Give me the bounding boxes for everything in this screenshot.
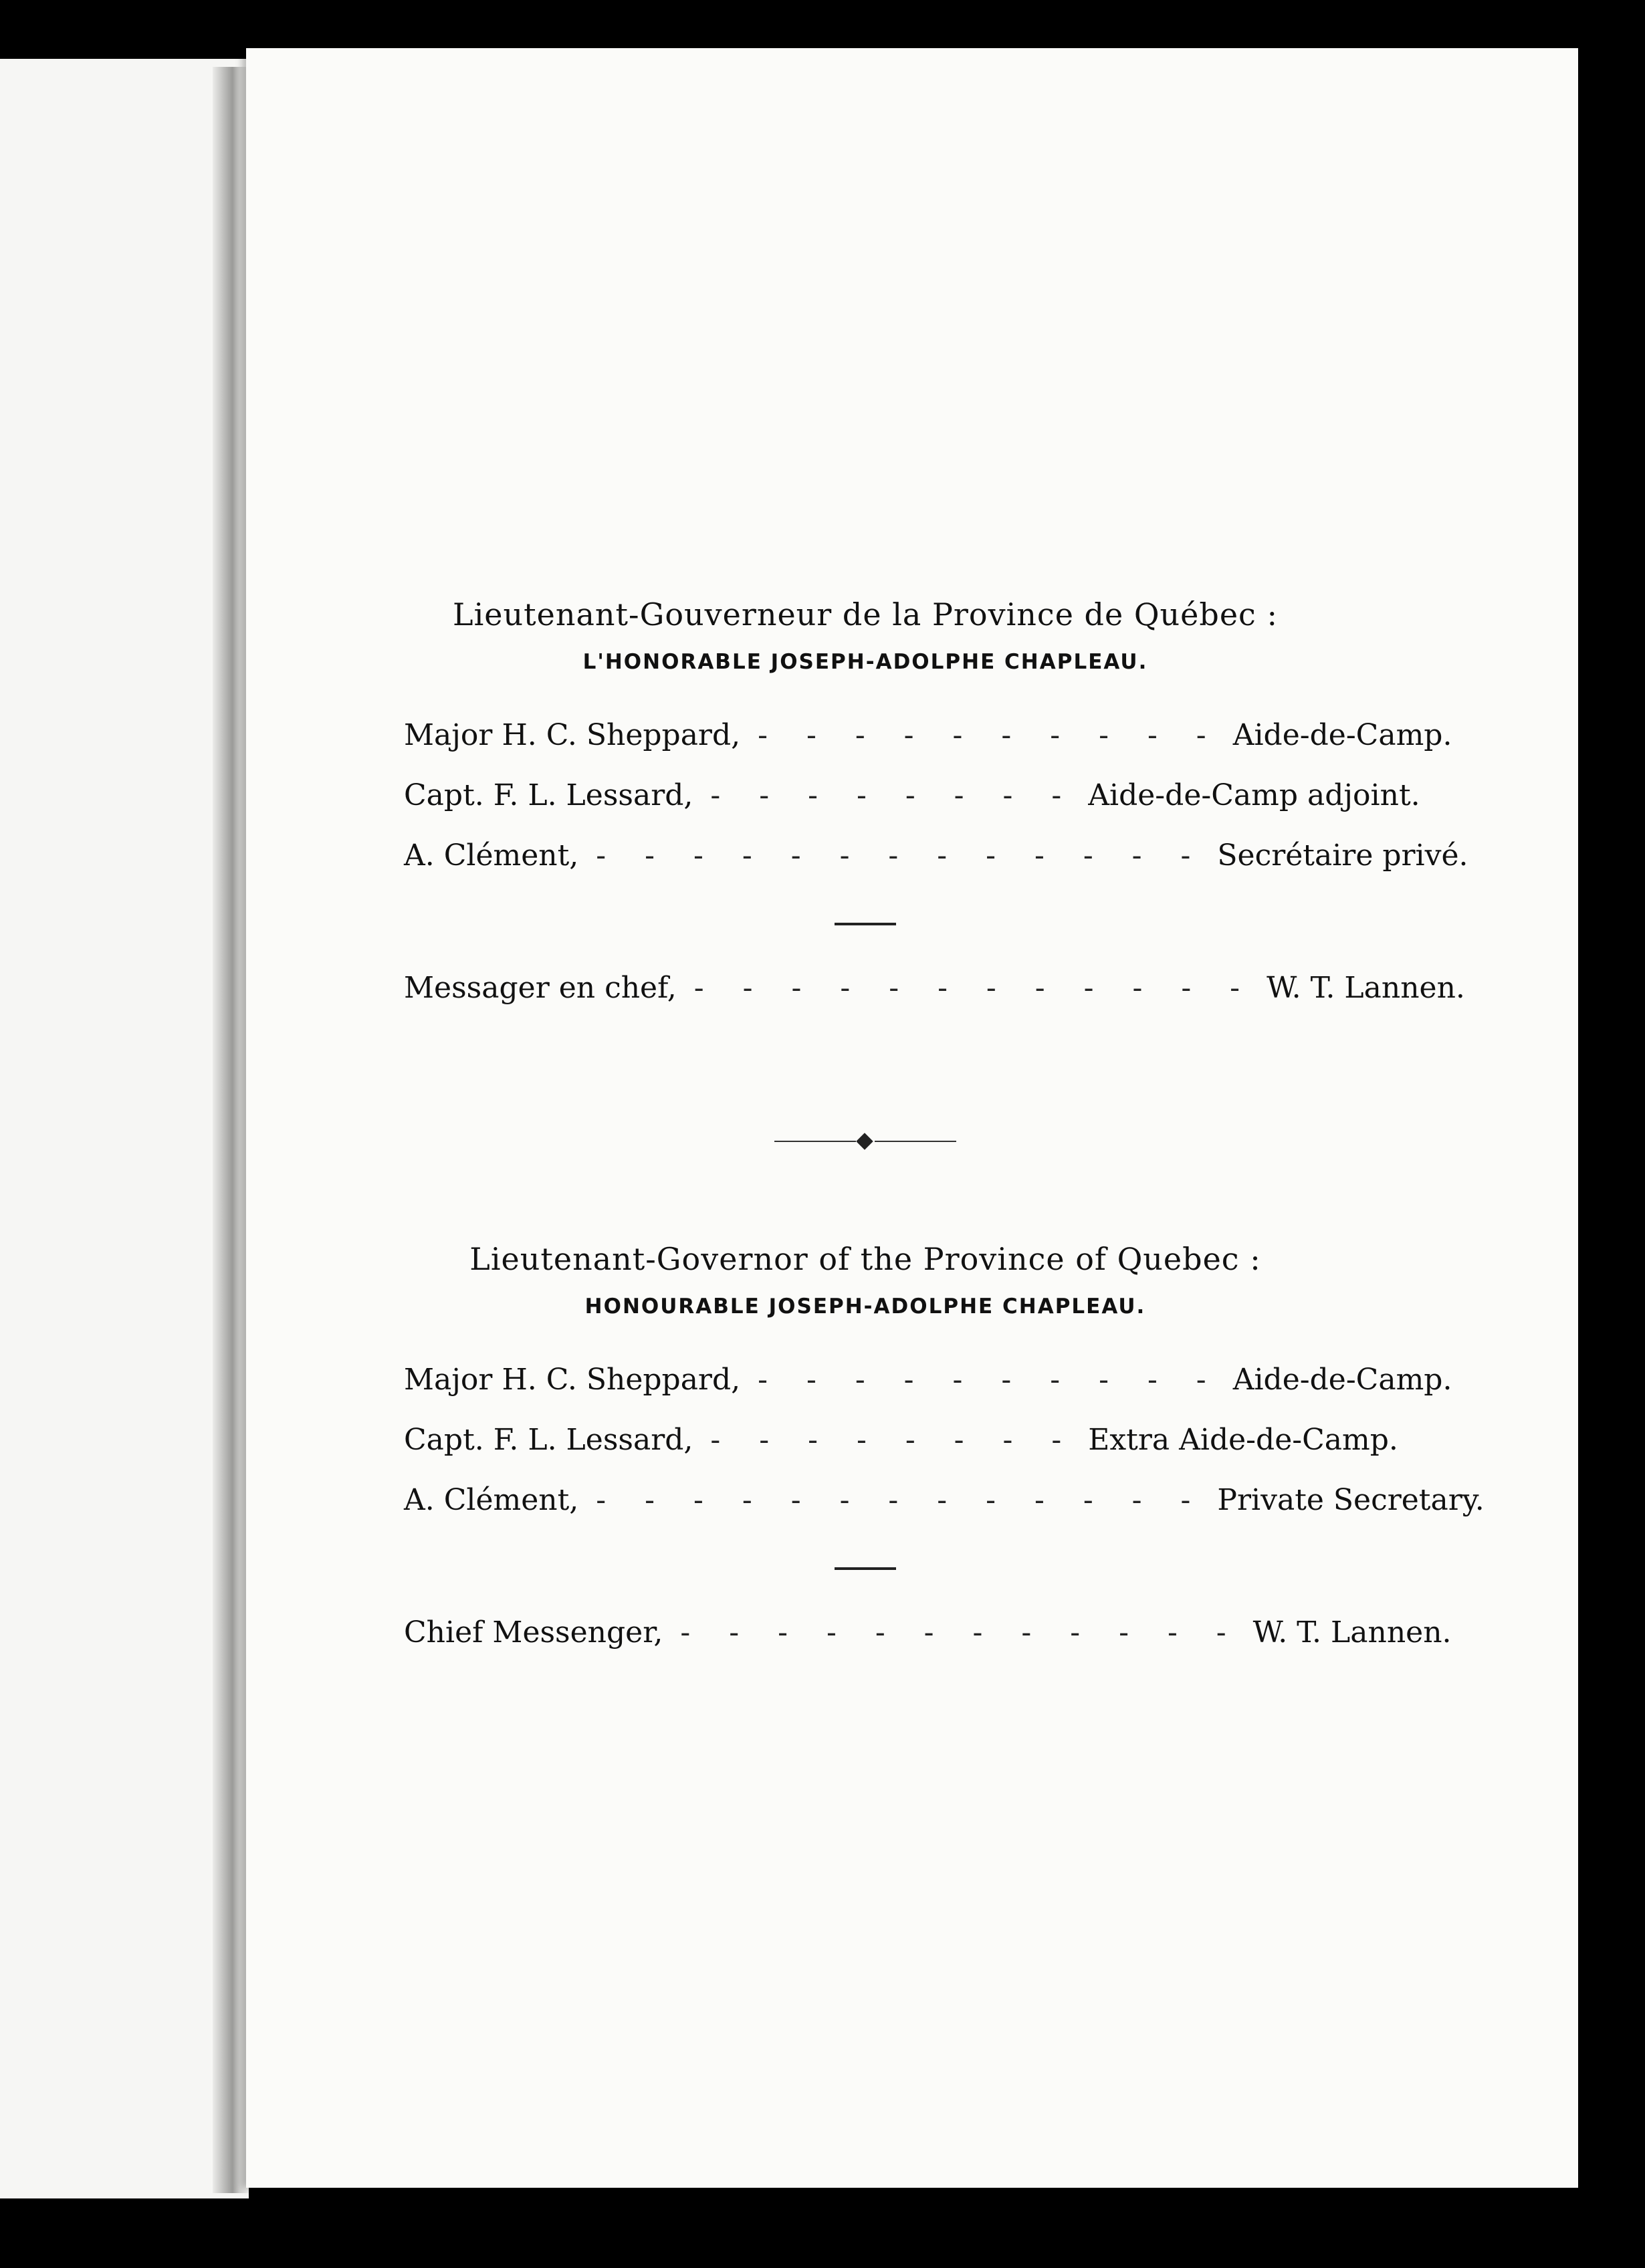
- leader-dots: - - - - - - - - - - - -: [693, 971, 1255, 1005]
- french-heading: Lieutenant-Gouverneur de la Province de Québec :: [453, 596, 1278, 633]
- staff-entry: [404, 838, 1468, 899]
- messenger-name: W. T. Lannen.: [1267, 971, 1465, 1005]
- leader-dots: - - - - - - - - - -: [758, 718, 1221, 752]
- short-rule: [835, 1567, 896, 1570]
- staff-name: Capt. F. L. Lessard,: [404, 1423, 693, 1457]
- staff-role: Aide-de-Camp.: [1232, 1363, 1452, 1397]
- ornament-line-left: [774, 1141, 856, 1142]
- messenger-name: W. T. Lannen.: [1252, 1615, 1452, 1650]
- staff-role: Extra Aide-de-Camp.: [1088, 1423, 1398, 1457]
- staff-role: Aide-de-Camp adjoint.: [1088, 778, 1420, 812]
- document-page: [246, 48, 1578, 2188]
- page-gutter: [213, 67, 249, 2193]
- english-staff-list: [404, 1363, 1485, 1543]
- messenger-title: Messager en chef,: [404, 971, 677, 1005]
- page-content: [404, 596, 1485, 1676]
- staff-entry: [404, 718, 1452, 778]
- leader-dots: - - - - - - - - - - - - -: [596, 838, 1206, 873]
- leader-dots: - - - - - - - -: [710, 1423, 1077, 1457]
- facing-page: [0, 59, 249, 2198]
- ornament-divider: [774, 1131, 956, 1151]
- leader-dots: - - - - - - - - - - - -: [680, 1615, 1241, 1650]
- english-subheading: HONOURABLE JOSEPH-ADOLPHE CHAPLEAU.: [584, 1294, 1146, 1319]
- staff-name: A. Clément,: [404, 838, 579, 873]
- messenger-entry: [404, 971, 1465, 1031]
- staff-name: A. Clément,: [404, 1483, 579, 1517]
- staff-entry: [404, 1363, 1452, 1423]
- staff-name: Major H. C. Sheppard,: [404, 1363, 741, 1397]
- short-rule: [835, 923, 896, 925]
- staff-role: Secrétaire privé.: [1217, 838, 1468, 873]
- english-heading: Lieutenant-Governor of the Province of Quebec :: [469, 1241, 1261, 1277]
- staff-entry: [404, 1483, 1485, 1543]
- staff-role: Private Secretary.: [1217, 1483, 1485, 1517]
- staff-entry: [404, 1423, 1398, 1483]
- staff-name: Capt. F. L. Lessard,: [404, 778, 693, 812]
- staff-entry: [404, 778, 1420, 838]
- leader-dots: - - - - - - - - - -: [758, 1363, 1221, 1397]
- english-section: [404, 1241, 1485, 1676]
- leader-dots: - - - - - - - -: [710, 778, 1077, 812]
- french-subheading: L'HONORABLE JOSEPH-ADOLPHE CHAPLEAU.: [582, 650, 1148, 674]
- ornament-line-right: [875, 1141, 956, 1142]
- staff-name: Major H. C. Sheppard,: [404, 718, 741, 752]
- messenger-title: Chief Messenger,: [404, 1615, 663, 1650]
- messenger-entry: [404, 1615, 1452, 1676]
- french-section: [404, 596, 1468, 1031]
- leader-dots: - - - - - - - - - - - - -: [596, 1483, 1206, 1517]
- french-staff-list: [404, 718, 1468, 899]
- staff-role: Aide-de-Camp.: [1232, 718, 1452, 752]
- diamond-icon: [856, 1133, 873, 1149]
